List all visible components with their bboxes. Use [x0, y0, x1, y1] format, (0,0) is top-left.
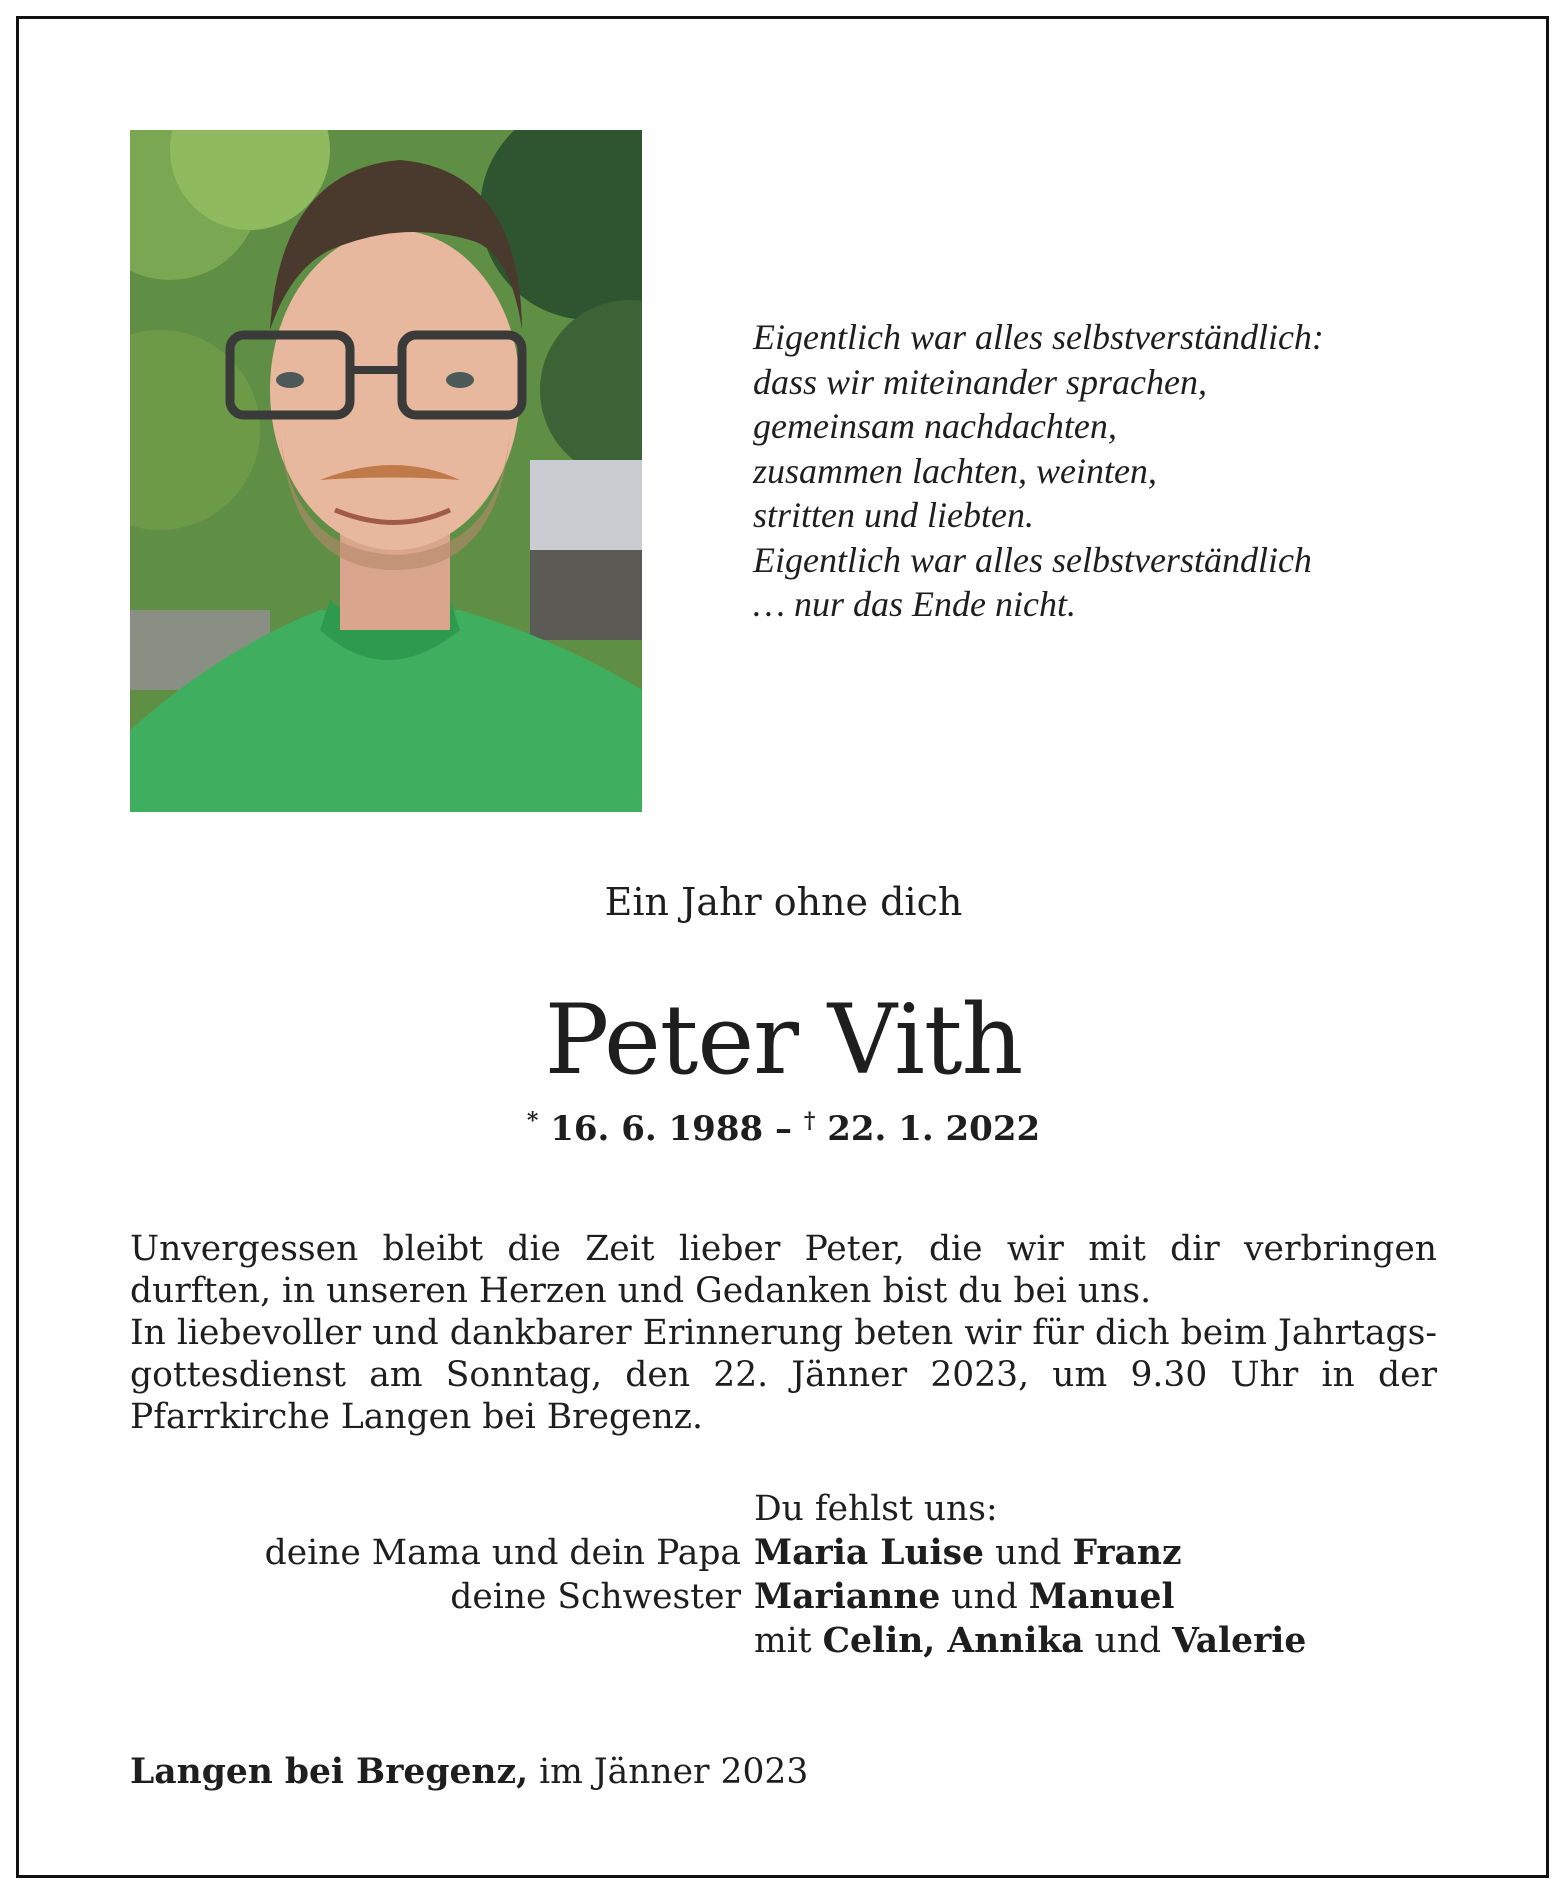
family-name: Maria Luise	[754, 1533, 985, 1573]
death-mark: †	[803, 1108, 816, 1134]
poem-line: gemeinsam nachdachten,	[753, 406, 1117, 446]
subtitle: Ein Jahr ohne dich	[604, 880, 963, 924]
death-date: 22. 1. 2022	[827, 1109, 1041, 1149]
family-name: Manuel	[1028, 1577, 1175, 1617]
family-name: Celin, Annika	[822, 1621, 1084, 1661]
life-dates	[0, 1108, 1567, 1149]
place-and-date	[130, 1752, 808, 1792]
paragraph: In liebevoller und dankbarer Erinnerung beten wir für dich beim Jahrtagsgottesdienst am Sonntag, den 22. Jänner 2023, um 9.30 Uhr in der Pfarrkirche Langen bei Bregenz.	[130, 1313, 1437, 1437]
family-row	[0, 1531, 1567, 1575]
joiner: und	[951, 1577, 1018, 1617]
poem-line: zusammen lachten, weinten,	[753, 450, 1157, 491]
place-location: Langen bei Bregenz,	[130, 1752, 529, 1792]
family-names	[754, 1619, 1306, 1663]
family-row	[0, 1575, 1567, 1619]
date-separator: –	[775, 1109, 792, 1149]
birth-date: 16. 6. 1988	[550, 1109, 764, 1149]
family-heading-row	[0, 1487, 1567, 1531]
family-signatures	[0, 1487, 1567, 1663]
joiner: und	[994, 1533, 1062, 1573]
birth-mark: *	[526, 1108, 539, 1134]
poem-line: Eigentlich war alles selbstverständlich:	[753, 317, 1324, 357]
paragraph: Unvergessen bleibt die Zeit lieber Peter, die wir mit dir verbringen durften, in unseren Herzen und Gedanken bist du bei uns.	[130, 1229, 1437, 1311]
poem	[753, 315, 1453, 627]
deceased-name: Peter Vith	[544, 984, 1023, 1096]
relation-label: deine Schwester	[450, 1577, 741, 1617]
family-names	[754, 1531, 1182, 1575]
children-prefix: mit	[754, 1621, 812, 1661]
family-children-row	[0, 1619, 1567, 1663]
family-name: Valerie	[1172, 1621, 1307, 1661]
memorial-text	[130, 1228, 1437, 1438]
family-heading: Du fehlst uns:	[754, 1489, 998, 1529]
relation-label: deine Mama und dein Papa	[264, 1533, 741, 1573]
family-names	[754, 1575, 1175, 1619]
poem-line: dass wir miteinander sprachen,	[753, 361, 1207, 402]
portrait-photo	[130, 130, 642, 812]
poem-line: … nur das Ende nicht.	[753, 584, 1076, 624]
portrait-illustration	[130, 130, 642, 812]
poem-line: stritten und liebten.	[753, 495, 1034, 535]
joiner: und	[1094, 1621, 1162, 1661]
place-date: im Jänner 2023	[539, 1752, 809, 1792]
family-name: Marianne	[754, 1577, 941, 1617]
poem-line: Eigentlich war alles selbstverständlich	[753, 539, 1312, 580]
family-name: Franz	[1072, 1533, 1182, 1573]
